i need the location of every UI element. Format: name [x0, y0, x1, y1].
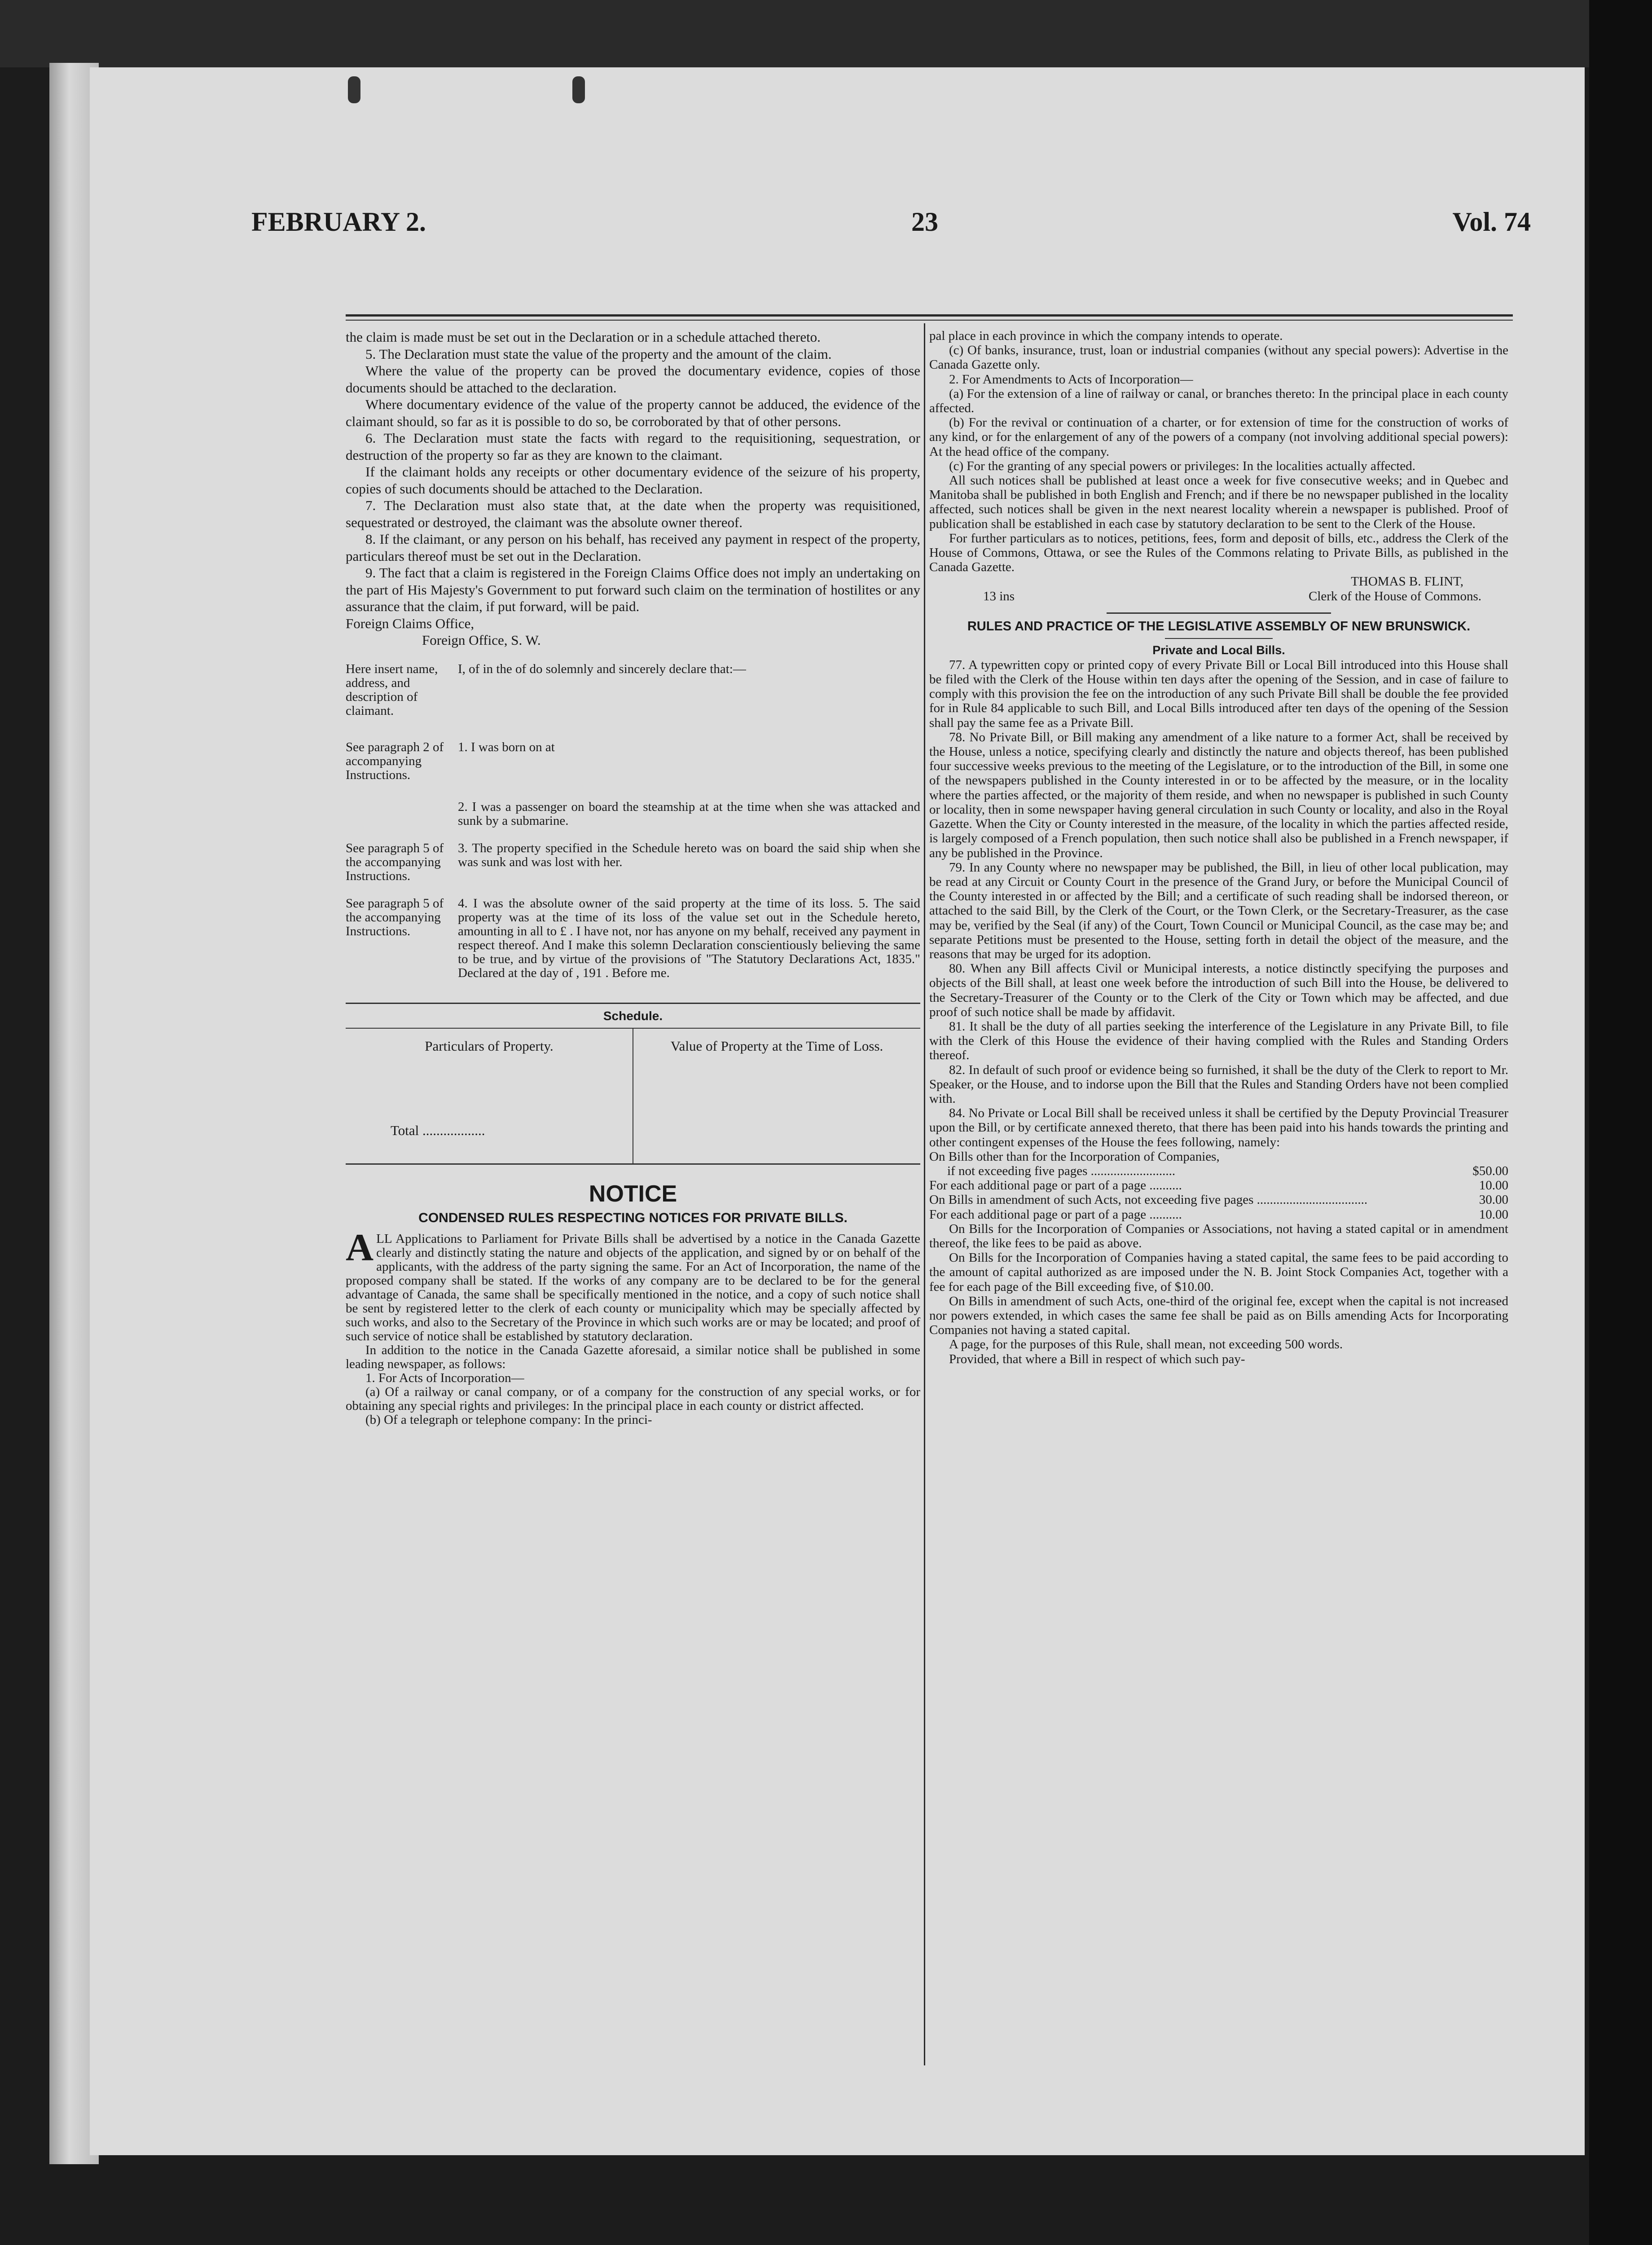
notice-subtitle: CONDENSED RULES RESPECTING NOTICES FOR PRIVATE BILLS. [418, 1211, 848, 1225]
schedule-title: Schedule. [603, 1008, 663, 1023]
form-side-note: See paragraph 5 of the accompanying Instructions. [346, 896, 444, 938]
form-text: 2. I was a passenger on board the steamship at at the time when she was attacked and sunk by a submarine. [458, 799, 920, 828]
fee-label: if not exceeding five pages .......................... [947, 1163, 1176, 1178]
form-row [346, 740, 920, 782]
header-date: FEBRUARY 2. [251, 207, 426, 237]
paragraph: (b) For the revival or continuation of a charter, or for extension of time for the construction of works of any kind, or for the enlargement of any of the powers of a company (not involving additional special powers): At the head office of the company. [929, 415, 1508, 459]
notice-body [346, 1226, 920, 1427]
rules-title: RULES AND PRACTICE OF THE LEGISLATIVE ASSEMBLY OF NEW BRUNSWICK. [967, 619, 1471, 634]
paragraph: 8. If the claimant, or any person on his behalf, has received any payment in respect of the property, particulars thereof must be set out in the Declaration. [346, 531, 920, 564]
form-side-note: Here insert name, address, and description of claimant. [346, 661, 438, 718]
fee-row [929, 1164, 1508, 1178]
signature-title: Clerk of the House of Commons. [1308, 589, 1481, 603]
form-side-note: See paragraph 5 of the accompanying Instructions. [346, 841, 444, 883]
schedule-col-heading: Particulars of Property. [425, 1038, 554, 1054]
paragraph: If the claimant holds any receipts or other documentary evidence of the seizure of his property, copies of such documents should be attached to the Declaration. [346, 464, 920, 497]
rule-paragraph: 79. In any County where no newspaper may be published, the Bill, in lieu of other local publication, may be read at any Circuit or County Court in the presence of the Grand Jury, or before the Municipal Council of the County interested in or affected by the Bill; and a certificate of such reading shall be indorsed thereon, or attached to the said Bill, by the Clerk of the Court, or the Town Clerk, or the Secretary-Treasurer, as the case may be, verified by the Seal (if any) of the Court, Town Council or Municipal Council, as the case may be; and separate Petitions must be presented to the House, setting forth in detail the object of the measure, and the reasons that may be urged for its adoption. [929, 860, 1508, 961]
paragraph: Where documentary evidence of the value of the property cannot be adduced, the evidence of the claimant should, so far as it is possible to do so, be corroborated by that of other persons. [346, 396, 920, 429]
paragraph: On Bills for the Incorporation of Companies having a stated capital, the same fees to be paid according to the amount of capital authorized as are imposed under the N. B. Joint Stock Companies Act, together with a fee for each page of the Bill exceeding five, of $10.00. [929, 1250, 1508, 1294]
header-rule [346, 314, 1513, 317]
rule-paragraph: 82. In default of such proof or evidence being so furnished, it shall be the duty of the Clerk to report to Mr. Speaker, or the House, and to indorse upon the Bill that the Rules and Standing Orders have not been complied with. [929, 1062, 1508, 1106]
signature-line [929, 589, 1508, 603]
paragraph: On Bills for the Incorporation of Companies or Associations, not having a stated capital or in amendment thereof, the like fees to be paid as above. [929, 1221, 1508, 1250]
fee-label: For each additional page or part of a page .......... [929, 1207, 1182, 1222]
header-volume: Vol. 74 [1452, 207, 1531, 237]
fee-amount: 10.00 [1479, 1178, 1508, 1193]
form-text: 4. I was the absolute owner of the said property at the time of its loss. 5. The said property was at the time of its loss of the value set out in the Schedule hereto, amounting in all to £ . I have not, nor has anyone on my behalf, received any payment in respect thereof. And I make this solemn Declaration conscientiously believing the same to be true, and by virtue of the provisions of "The Statutory Declarations Act, 1835." Declared at the day of , 191 . Before me. [458, 896, 920, 980]
section-rule [1107, 612, 1331, 614]
fee-amount: $50.00 [1472, 1163, 1508, 1178]
insertions-count: 13 ins [983, 589, 1015, 603]
rule-paragraph: 80. When any Bill affects Civil or Municipal interests, a notice distinctly specifying the purposes and objects of the Bill shall, at least one week before the introduction of such Bill into the House, be delivered to the Secretary-Treasurer of the County or to the Clerk of the City or Town which may be affected, and due proof of such notice shall be made by affidavit. [929, 961, 1508, 1019]
paragraph: the claim is made must be set out in the Declaration or in a schedule attached thereto. [346, 329, 821, 345]
form-row [346, 800, 920, 828]
schedule-total: Total .................. [391, 1122, 485, 1138]
rules-subtitle: Private and Local Bills. [1152, 643, 1285, 657]
schedule-col-heading: Value of Property at the Time of Loss. [670, 1038, 883, 1054]
fee-amount: 10.00 [1479, 1207, 1508, 1222]
paragraph: 2. For Amendments to Acts of Incorporation— [949, 372, 1193, 387]
schedule-grid [346, 1028, 920, 1163]
form-row [346, 662, 920, 718]
paragraph: A page, for the purposes of this Rule, shall mean, not exceeding 500 words. [949, 1337, 1343, 1352]
header-rule-thin [346, 320, 1513, 321]
binding-hole [348, 76, 360, 103]
scan-background-top [0, 0, 1652, 67]
paragraph: Provided, that where a Bill in respect of which such pay- [949, 1351, 1245, 1366]
fee-intro: On Bills other than for the Incorporation of Companies, [929, 1149, 1220, 1164]
rule-paragraph: 77. A typewritten copy or printed copy of every Private Bill or Local Bill introduced into this House shall be filed with the Clerk of the House within ten days after the opening of the Session, and in case of failure to comply with this provision the fee on the introduction of any such Private Bill shall be double the fee provided for in Rule 84 applicable to such Bill, and Local Bills introduced after ten days of the opening of the Session shall pay the same fee as a Private Bill. [929, 657, 1508, 730]
paragraph: In addition to the notice in the Canada Gazette aforesaid, a similar notice shall be published in some leading newspaper, as follows: [346, 1343, 920, 1371]
fee-amount: 30.00 [1479, 1193, 1508, 1207]
schedule-column-value [633, 1029, 920, 1163]
form-side-note [346, 800, 458, 828]
paragraph: pal place in each province in which the company intends to operate. [929, 329, 1283, 343]
paragraph: 1. For Acts of Incorporation— [365, 1371, 524, 1385]
form-text: 3. The property specified in the Schedule hereto was on board the said ship when she was sunk and was lost with her. [458, 841, 920, 869]
form-row [346, 897, 920, 980]
section-rule [1165, 638, 1273, 639]
form-row [346, 841, 920, 883]
paragraph: For further particulars as to notices, petitions, fees, form and deposit of bills, etc., address the Clerk of the House of Commons, Ottawa, or see the Rules of the Commons relating to Private Bills, as published in the Canada Gazette. [929, 531, 1508, 575]
office-line: Foreign Claims Office, [346, 615, 475, 631]
form-text: I, of in the of do solemnly and sincerely declare that:— [458, 661, 746, 676]
paragraph: On Bills in amendment of such Acts, one-third of the original fee, except when the capital is not increased nor powers extended, in which cases the same fee shall be paid as on Bills amending Acts for Incorporating Companies not having a stated capital. [929, 1294, 1508, 1338]
paragraph: All such notices shall be published at least once a week for five consecutive weeks; and in Quebec and Manitoba shall be published in both English and French; and if there be no newspaper published in the locality affected, such notices shall be given in the next nearest locality wherein a newspaper is published. Proof of publication shall be established in each case by statutory declaration to be sent to the Clerk of the House. [929, 473, 1508, 531]
paragraph: LL Applications to Parliament for Private Bills shall be advertised by a notice in the Canada Gazette clearly and distinctly stating the nature and objects of the application, and signed by or on behalf of the applicants, with the address of the party signing the same. For an Act of Incorporation, the name of the proposed company shall be stated. If the works of any company are to be declared to be for the general advantage of Canada, the same shall be specifically mentioned in the notice, and a copy of such notice shall be sent by registered letter to the clerk of each county or municipality which may be specially affected by such works, and also to the Secretary of the Province in which such works are or may be located; and proof of such service of notice shall be established by statutory declaration. [346, 1232, 920, 1343]
form-text: 1. I was born on at [458, 740, 555, 754]
drop-cap: A [346, 1226, 374, 1269]
fee-label: For each additional page or part of a page .......... [929, 1178, 1182, 1193]
fee-row [929, 1178, 1508, 1193]
left-column [346, 329, 920, 1427]
fee-row [929, 1207, 1508, 1222]
paragraph: Where the value of the property can be proved the documentary evidence, copies of those documents should be attached to the declaration. [346, 363, 920, 396]
paragraph: 5. The Declaration must state the value of the property and the amount of the claim. [365, 346, 832, 362]
fee-row [929, 1193, 1508, 1207]
paragraph: (c) Of banks, insurance, trust, loan or industrial companies (without any special powers): Advertise in the Canada Gazette only. [929, 343, 1508, 372]
paragraph: (b) Of a telegraph or telephone company: In the princi- [365, 1413, 652, 1427]
form-side-note: See paragraph 2 of accompanying Instructions. [346, 740, 444, 782]
fee-label: On Bills in amendment of such Acts, not exceeding five pages .................................. [929, 1193, 1368, 1207]
rule-paragraph: 81. It shall be the duty of all parties seeking the interference of the Legislature in any Private Bill, to file with the Clerk of this House the evidence of their having complied with the Rules and Standing Orders thereof. [929, 1019, 1508, 1063]
rule-paragraph: 78. No Private Bill, or Bill making any amendment of a like nature to a former Act, shall be received by the House, unless a notice, specifying clearly and distinctly the nature and objects thereof, has been published four successive weeks previous to the meeting of the Legislature, or to the introduction of the Bill, in some one of the newspapers published in the County interested in or to be affected by the measure, or in the locality where the parties affected, or the majority of them reside, and when no newspaper is published in such County or locality, then in some newspaper having general circulation in such County or locality, and also in the Royal Gazette. When the City or County interested in the measure, of the locality in which the parties affected reside, is largely composed of a French population, then such notice shall also be published in a French newspaper, if any be published in the Province. [929, 730, 1508, 860]
schedule-column-particulars [346, 1029, 633, 1163]
header-page-number: 23 [911, 207, 938, 237]
right-column [929, 329, 1508, 1366]
paragraph: (a) For the extension of a line of railway or canal, or branches thereto: In the principal place in each county affected. [929, 386, 1508, 416]
signature-name: THOMAS B. FLINT, [1351, 574, 1463, 589]
paragraph: (c) For the granting of any special powers or privileges: In the localities actually affected. [949, 458, 1416, 473]
notice-title: NOTICE [589, 1181, 677, 1207]
paragraph: (a) Of a railway or canal company, or of a company for the construction of any special works, or for obtaining any special rights and privileges: In the principal place in each county or district affected. [346, 1385, 920, 1413]
scan-background-right [1589, 0, 1652, 2245]
paragraph: 7. The Declaration must also state that, at the date when the property was requisitioned, sequestrated or destroyed, the claimant was the absolute owner thereof. [346, 497, 920, 530]
paragraph: 9. The fact that a claim is registered in the Foreign Claims Office does not imply an undertaking on the part of His Majesty's Government to put forward such claim on the termination of hostilites or any assurance that the claim, if put forward, will be paid. [346, 565, 920, 614]
paragraph: 6. The Declaration must state the facts with regard to the requisitioning, sequestration, or destruction of the property so far as they are known to the claimant. [346, 430, 920, 463]
schedule-table [346, 1003, 920, 1165]
column-divider [924, 323, 925, 2065]
office-line: Foreign Office, S. W. [422, 632, 541, 648]
rule-paragraph: 84. No Private or Local Bill shall be received unless it shall be certified by the Deputy Provincial Treasurer upon the Bill, or by certificate annexed thereto, that there has been paid into his hands towards the printing and other contingent expenses of the House the fees following, namely: [929, 1106, 1508, 1149]
page-header [251, 207, 1531, 242]
binding-hole [572, 76, 585, 103]
